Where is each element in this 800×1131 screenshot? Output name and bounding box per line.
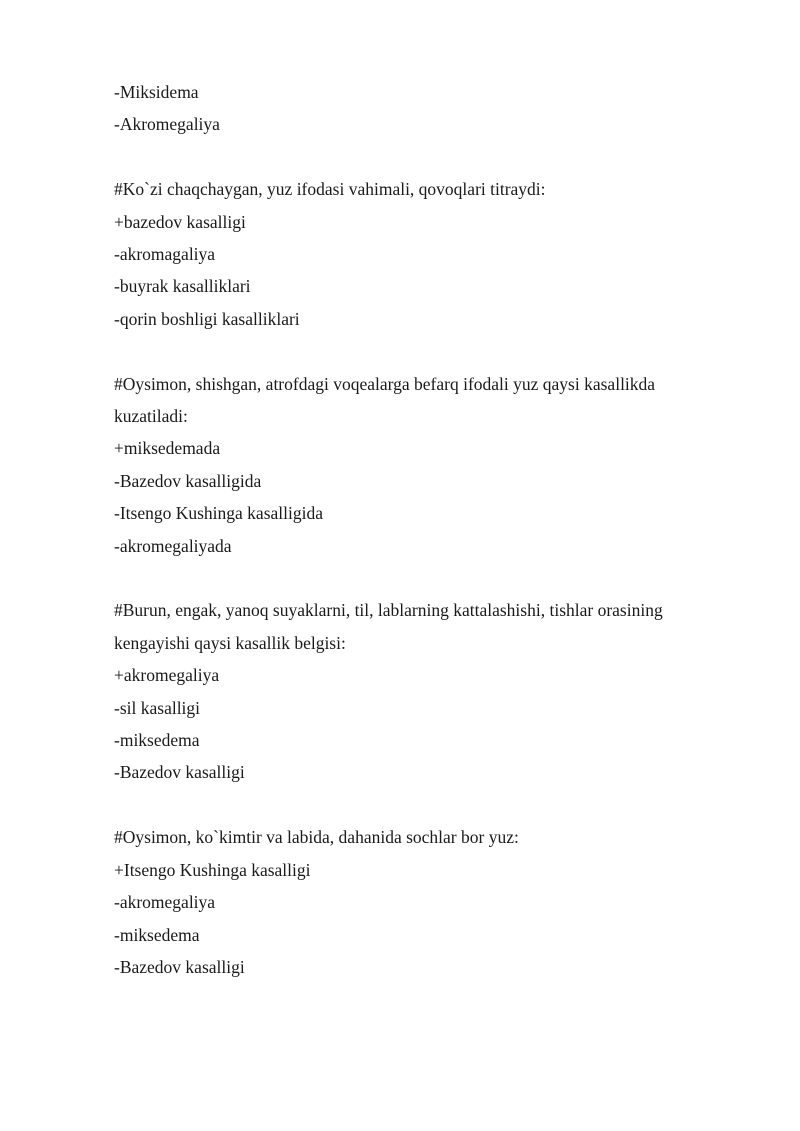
option-line: +akromegaliya [114, 665, 220, 686]
option-line: +miksedemada [114, 438, 221, 459]
option-line: -miksedema [114, 730, 200, 751]
option-line: -sil kasalligi [114, 697, 201, 718]
spacer [114, 335, 714, 367]
option-line: -akromegaliyada [114, 535, 232, 556]
question-text: #Burun, engak, yanoq suyaklarni, til, lablarning kattalashishi, tishlar orasining kengayishi qaysi kasallik belgisi: [114, 600, 663, 653]
option-line: +Itsengo Kushinga kasalligi [114, 859, 311, 880]
option-line: -akromagaliya [114, 244, 216, 265]
option-line: -buyrak kasalliklari [114, 276, 251, 297]
question-block [114, 368, 714, 562]
question-block [114, 594, 714, 788]
question-text: #Oysimon, shishgan, atrofdagi voqealarga befarq ifodali yuz qaysi kasallikda kuzatiladi: [114, 373, 656, 427]
option-line: -qorin boshligi kasalliklari [114, 308, 300, 329]
option-line: -Bazedov kasalligi [114, 762, 245, 783]
leading-options [114, 76, 714, 141]
spacer [114, 789, 714, 821]
document-body [114, 76, 714, 983]
spacer [114, 141, 714, 173]
option-line: -Bazedov kasalligi [114, 956, 245, 977]
option-line: -akromegaliya [114, 892, 216, 913]
question-block [114, 173, 714, 335]
option-line: -miksedema [114, 924, 200, 945]
question-block [114, 821, 714, 983]
option-line: +bazedov kasalligi [114, 211, 246, 232]
spacer [114, 562, 714, 594]
option-line: -Miksidema [114, 82, 199, 102]
question-text: #Oysimon, ko`kimtir va labida, dahanida sochlar bor yuz: [114, 827, 519, 848]
question-text: #Ko`zi chaqchaygan, yuz ifodasi vahimali, qovoqlari titraydi: [114, 179, 546, 200]
option-line: -Bazedov kasalligida [114, 470, 262, 491]
option-line: -Akromegaliya [114, 114, 220, 135]
option-line: -Itsengo Kushinga kasalligida [114, 503, 323, 524]
